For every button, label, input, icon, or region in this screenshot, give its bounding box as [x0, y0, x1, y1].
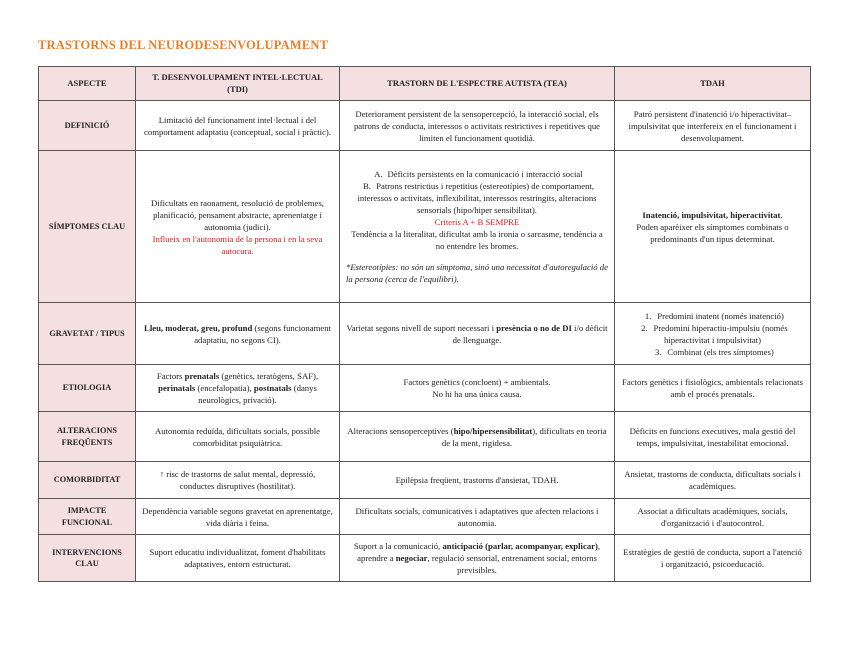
aspect-cell: GRAVETAT / TIPUS [39, 303, 136, 365]
table-row-etiologia [39, 365, 811, 412]
header-row [39, 67, 811, 101]
tdi-cell: Limitació del funcionament intel·lectual i del comportament adaptatiu (conceptual, social i pràctic). [136, 101, 340, 151]
tea-criterion-b: B. Patrons restrictius i repetitius (estereotípies) de comportament, interessos o activitats, inflexibilitat, interessos restringits, alteracions sensorials (hipo/hiper sensibilitat). [357, 181, 597, 215]
tdi-cell [136, 151, 340, 303]
tdah-cell: Ansietat, trastorns de conducta, dificultats socials i acadèmiques. [615, 462, 811, 499]
tea-tendencia: Tendència a la literalitat, dificultat amb la ironia o sarcasme, tendència a no entendre les bromes. [351, 229, 603, 251]
tea-estereotipies-note: *Estereotípies: no són un símptoma, sinó una necessitat d'autoregulació de la persona (cerca de l'equilibri). [346, 262, 608, 284]
list-item: 1. Predomini inatent (només inatenció) [644, 310, 784, 321]
list-item: 3. Combinat (els tres símptomes) [654, 346, 774, 357]
header-tdi: T. DESENVOLUPAMENT INTEL·LECTUAL (TDI) [136, 67, 340, 101]
tdah-cell [615, 303, 811, 365]
tea-cell: Dificultats socials, comunicatives i adaptatives que afecten relacions i autonomia. [340, 499, 615, 535]
tea-criterion-a: A. Dèficits persistents en la comunicació i interacció social [374, 169, 583, 179]
tdi-cell: Lleu, moderat, greu, profund (segons funcionament adaptatiu, no segons CI). [136, 303, 340, 365]
tdah-core-symptoms: Inatenció, impulsivitat, hiperactivitat [642, 209, 781, 220]
tea-cell: Suport a la comunicació, anticipació (parlar, acompanyar, explicar), aprendre a negociar, regulació sensorial, entrenament social, entorns previsibles. [340, 535, 615, 582]
header-tea: TRASTORN DE L'ESPECTRE AUTISTA (TEA) [340, 67, 615, 101]
header-aspecte: ASPECTE [39, 67, 136, 101]
tdi-cell: Suport educatiu individualitzat, foment d'habilitats adaptatives, entorn estructurat. [136, 535, 340, 582]
comparison-table [38, 66, 811, 582]
list-item: 2. Predomini hiperactiu-impulsiu (només hiperactivitat i impulsivitat) [641, 322, 788, 345]
aspect-cell: COMORBIDITAT [39, 462, 136, 499]
tdah-cell: Inatenció, impulsivitat, hiperactivitat. Poden aparèixer els símptomes combinats o predominants d'un tipus determinat. [615, 151, 811, 303]
aspect-cell: IMPACTE FUNCIONAL [39, 499, 136, 535]
tdi-autonomy-note: Influeix en l'autonomia de la persona i en la seva autocura. [152, 233, 323, 256]
table-row-impacte [39, 499, 811, 535]
tdi-cell: ↑ risc de trastorns de salut mental, depressió, conductes disruptives (hostilitat). [136, 462, 340, 499]
tdah-cell: Associat a dificultats acadèmiques, socials, d'organització i d'autocontrol. [615, 499, 811, 535]
table-row-intervencions [39, 535, 811, 582]
tdi-cell: Dependència variable segons gravetat en aprenentatge, vida diària i feina. [136, 499, 340, 535]
header-tdah: TDAH [615, 67, 811, 101]
table-row-definicio [39, 101, 811, 151]
page-title: TRASTORNS DEL NEURODESENVOLUPAMENT [38, 38, 329, 52]
tea-cell: Factors genètics (concloent) + ambientals. No hi ha una única causa. [340, 365, 615, 412]
aspect-cell: ETIOLOGIA [39, 365, 136, 412]
tdi-symptoms-text: Dificultats en raonament, resolució de problemes, planificació, pensament abstracte, aprenentatge i autonomia (judici). [151, 197, 324, 232]
tea-cell: Alteracions sensoperceptives (hipo/hipersensibilitat), dificultats en teoria de la ment, rigidesa. [340, 412, 615, 462]
aspect-cell: ALTERACIONS FREQÜENTS [39, 412, 136, 462]
table-row-simptomes [39, 151, 811, 303]
tdi-cell: Autonomia reduïda, dificultats socials, possible comorbiditat psiquiàtrica. [136, 412, 340, 462]
tea-cell [340, 151, 615, 303]
tdi-cell: Factors prenatals (genètics, teratògens, SAF), perinatals (encefalopatia), postnatals (danys neurològics, privació). [136, 365, 340, 412]
tea-cell: Varietat segons nivell de suport necessari i presència o no de DI i/o dèficit de llenguatge. [340, 303, 615, 365]
aspect-cell: INTERVENCIONS CLAU [39, 535, 136, 582]
table-row-comorbiditat [39, 462, 811, 499]
aspect-cell: SÍMPTOMES CLAU [39, 151, 136, 303]
aspect-cell: DEFINICIÓ [39, 101, 136, 151]
tea-criteris-note: Criteris A + B SEMPRE [434, 217, 520, 227]
tdah-cell: Patró persistent d'inatenció i/o hiperactivitat–impulsivitat que interfereix en el funcionament i desenvolupament. [615, 101, 811, 151]
tdah-cell: Estratègies de gestió de conducta, suport a l'atenció i organització, psicoeducació. [615, 535, 811, 582]
tdah-symptoms-text: Poden aparèixer els símptomes combinats o predominants d'un tipus determinat. [636, 221, 789, 244]
table-row-gravetat [39, 303, 811, 365]
tdah-cell: Dèficits en funcions executives, mala gestió del temps, impulsivitat, inestabilitat emocional. [615, 412, 811, 462]
tdah-cell: Factors genètics i fisiològics, ambientals relacionats amb el procés prenatals. [615, 365, 811, 412]
tea-cell: Deteriorament persistent de la sensopercepció, la interacció social, els patrons de conducta, interessos o activitats restrictives i repetitives que limiten el funcionament quotidià. [340, 101, 615, 151]
table-row-alteracions [39, 412, 811, 462]
tea-cell: Epilèpsia freqüent, trastorns d'ansietat, TDAH. [340, 462, 615, 499]
